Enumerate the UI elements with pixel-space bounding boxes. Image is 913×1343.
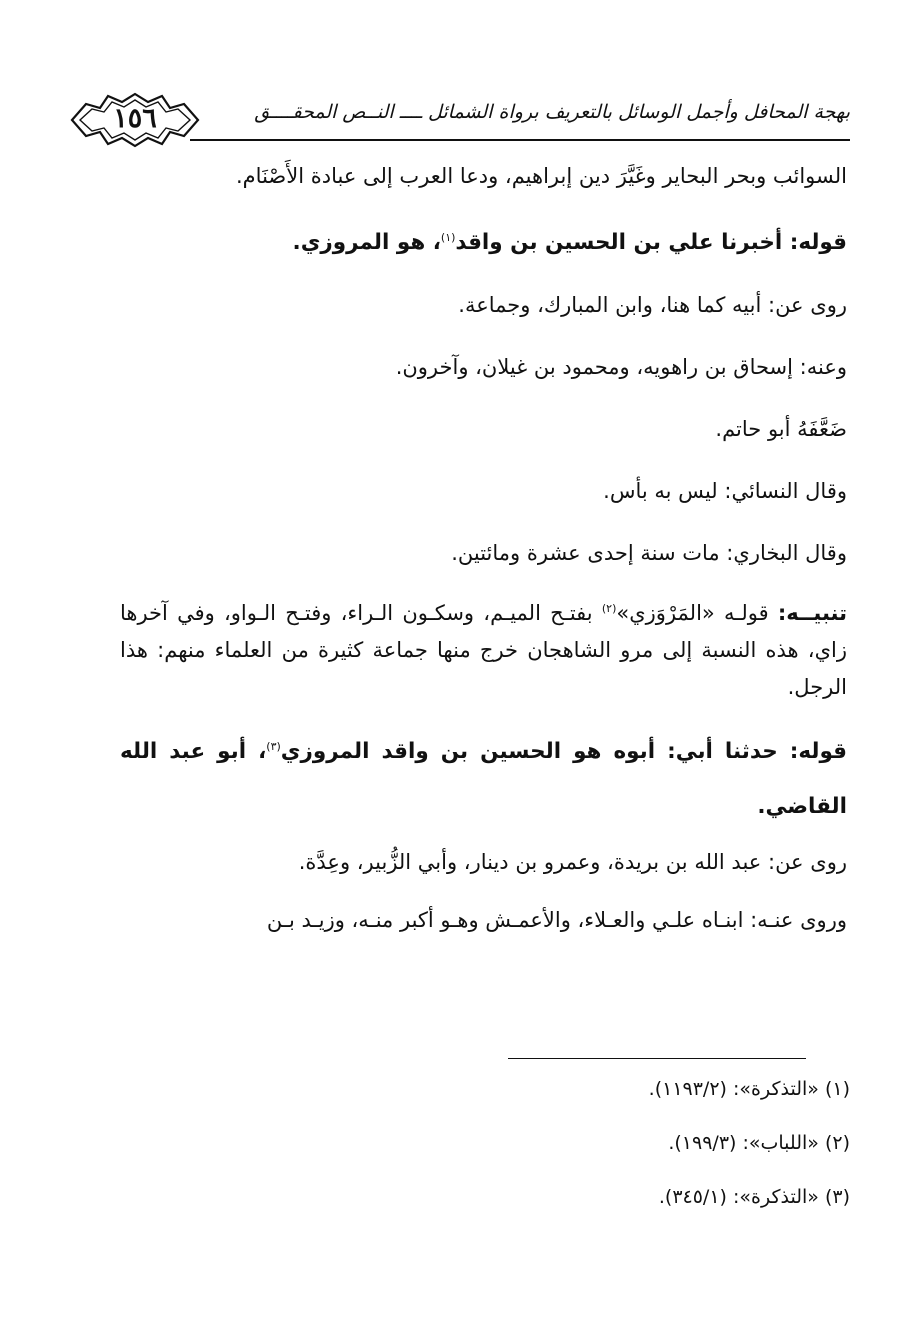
footnote-3: (٣) «التذكرة»: (٣٤٥/١).	[658, 1186, 850, 1208]
paragraph-1: السوائب وبحر البحاير وغَيَّرَ دين إبراهيم، ودعا العرب إلى عبادة الأَصْنَام.	[236, 164, 847, 188]
paragraph-abu-hatim: ضَعَّفَهُ أبو حاتم.	[715, 417, 847, 441]
footnote-ref-3: (٣)	[266, 739, 281, 753]
heading-tail: ، هو المروزي.	[292, 230, 441, 255]
footnote-rule	[508, 1058, 806, 1059]
note-text-b: بفتـح الميـم، وسكـون الـراء، وفتـح الـواو، وفي آخرها زاي، هذه النسبة إلى مرو الشاهجان خرج منها جماعة كثيرة من العلماء منهم: هذا الرجل.	[120, 601, 847, 699]
heading-text: قوله: حدثنا أبي: أبوه هو الحسين بن واقد المروزي	[280, 739, 848, 764]
paragraph-narrated-from-2: روى عن: عبد الله بن بريدة، وعمرو بن دينار، وأبي الزُّبير، وعِدَّة.	[298, 850, 847, 874]
note-label: تنبيــه:	[777, 601, 847, 625]
page-number: ١٥٦	[113, 103, 157, 134]
note-text-a: قولـه «المَرْوَزي»	[616, 601, 778, 625]
footnote-ref-1: (١)	[440, 230, 456, 244]
main-text	[120, 158, 847, 936]
footnote-2: (٢) «اللباب»: (١٩٩/٣).	[668, 1132, 850, 1154]
heading-husayn-ibn-waqid	[120, 724, 847, 834]
paragraph-bukhari: وقال البخاري: مات سنة إحدى عشرة ومائتين.	[451, 541, 847, 565]
footnote-1: (١) «التذكرة»: (١١٩٣/٢).	[648, 1078, 850, 1100]
heading-ali-ibn-al-husayn	[120, 227, 847, 259]
page-number-badge	[70, 92, 200, 148]
heading-text: قوله: أخبرنا علي بن الحسين بن واقد	[455, 230, 847, 255]
header-rule	[190, 139, 850, 141]
footnote-ref-2: (٢)	[601, 602, 617, 615]
paragraph-narrators: وعنه: إسحاق بن راهويه، ومحمود بن غيلان، وآخرون.	[395, 355, 847, 379]
footnotes	[420, 1072, 850, 1234]
paragraph-nasai: وقال النسائي: ليس به بأس.	[603, 479, 847, 503]
paragraph-narrated-by: وروى عنـه: ابنـاه علـي والعـلاء، والأعمـش وهـو أكبر منـه، وزيـد بـن	[266, 908, 847, 932]
heading-tail: ، أبو عبد الله القاضي.	[120, 739, 847, 819]
page-header	[70, 92, 850, 152]
running-title: بهجة المحافل وأجمل الوسائل بالتعريف برواة الشمائل ــــ النــص المحقــــق	[254, 101, 850, 123]
paragraph-narrated-from: روى عن: أبيه كما هنا، وابن المبارك، وجماعة.	[458, 293, 847, 317]
paragraph-note	[120, 595, 847, 706]
